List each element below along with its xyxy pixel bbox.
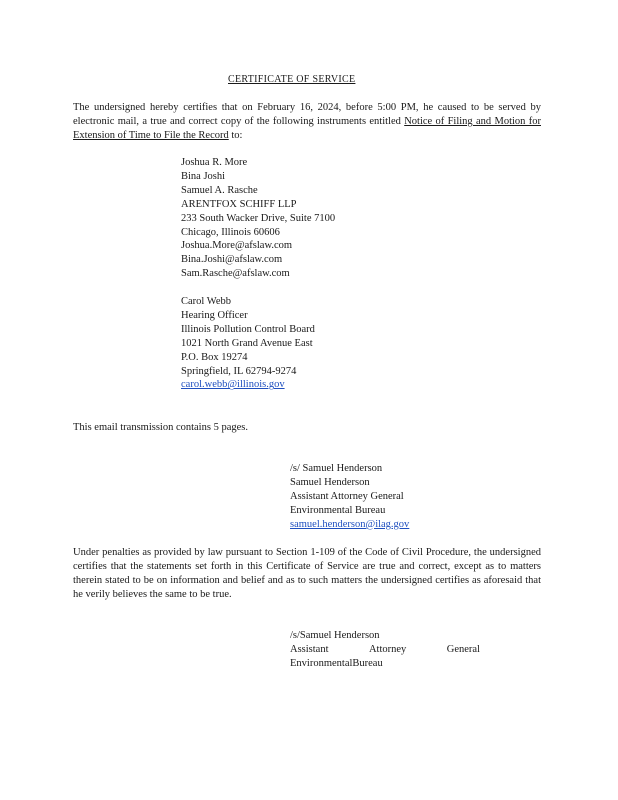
position-word: General [446, 643, 480, 655]
document-title: CERTIFICATE OF SERVICE [228, 74, 356, 85]
signer-position [290, 643, 480, 657]
signer-name: Samuel Henderson [290, 476, 370, 488]
recipient-po-box: P.O. Box 19274 [181, 351, 248, 363]
recipient-address: 1021 North Grand Avenue East [181, 337, 313, 349]
recipient-email: Sam.Rasche@afslaw.com [181, 268, 290, 280]
recipient-city: Chicago, Illinois 60606 [181, 226, 280, 238]
signer-position: Assistant Attorney General [290, 490, 404, 502]
recipient-email: Bina.Joshi@afslaw.com [181, 254, 283, 266]
certification-statement: Under penalties as provided by law pursuant to Section 1-109 of the Code of Civil Procedure, the undersigned certifies that the statements set forth in this Certificate of Service are true and correct, except as to matters therein stated to be on information and belief and as to such matters the undersigned certifies as aforesaid that he verily believes the same to be true. [73, 547, 541, 600]
transmission-note: This email transmission contains 5 pages. [73, 422, 248, 433]
recipient-firm: ARENTFOX SCHIFF LLP [181, 198, 297, 210]
electronic-signature: /s/Samuel Henderson [290, 630, 380, 641]
signer-bureau: EnvironmentalBureau [290, 657, 383, 669]
signer-bureau: Environmental Bureau [290, 504, 386, 516]
recipient-block-arentfox [181, 156, 335, 281]
service-statement [73, 101, 541, 143]
position-word: Attorney [368, 643, 407, 655]
recipient-address: 233 South Wacker Drive, Suite 7100 [181, 212, 336, 224]
service-statement-end: to: [228, 130, 243, 141]
recipient-organization: Illinois Pollution Control Board [181, 323, 315, 335]
instrument-title: Notice of Filing and Motion for Extension of Time to File the Record [73, 116, 541, 141]
recipient-name: Samuel A. Rasche [181, 184, 258, 196]
signer-email-link[interactable]: samuel.henderson@ilag.gov [290, 518, 410, 530]
service-statement-text: The undersigned hereby certifies that on February 16, 2024, before 5:00 PM, he caused to be served by electronic mail, a true and correct copy of the following instruments entitled [73, 102, 541, 127]
recipient-title: Hearing Officer [181, 309, 248, 321]
position-word: Assistant [290, 643, 329, 655]
recipient-city: Springfield, IL 62794-9274 [181, 365, 297, 377]
recipient-email-link[interactable]: carol.webb@illinois.gov [181, 379, 285, 391]
electronic-signature: /s/ Samuel Henderson [290, 463, 383, 474]
recipient-name: Bina Joshi [181, 170, 226, 182]
recipient-name: Carol Webb [181, 296, 231, 307]
signature-block-1 [290, 462, 409, 532]
recipient-block-hearing-officer [181, 295, 315, 392]
recipient-name: Joshua R. More [181, 157, 248, 168]
signature-block-2 [290, 629, 480, 671]
recipient-email: Joshua.More@afslaw.com [181, 240, 293, 252]
